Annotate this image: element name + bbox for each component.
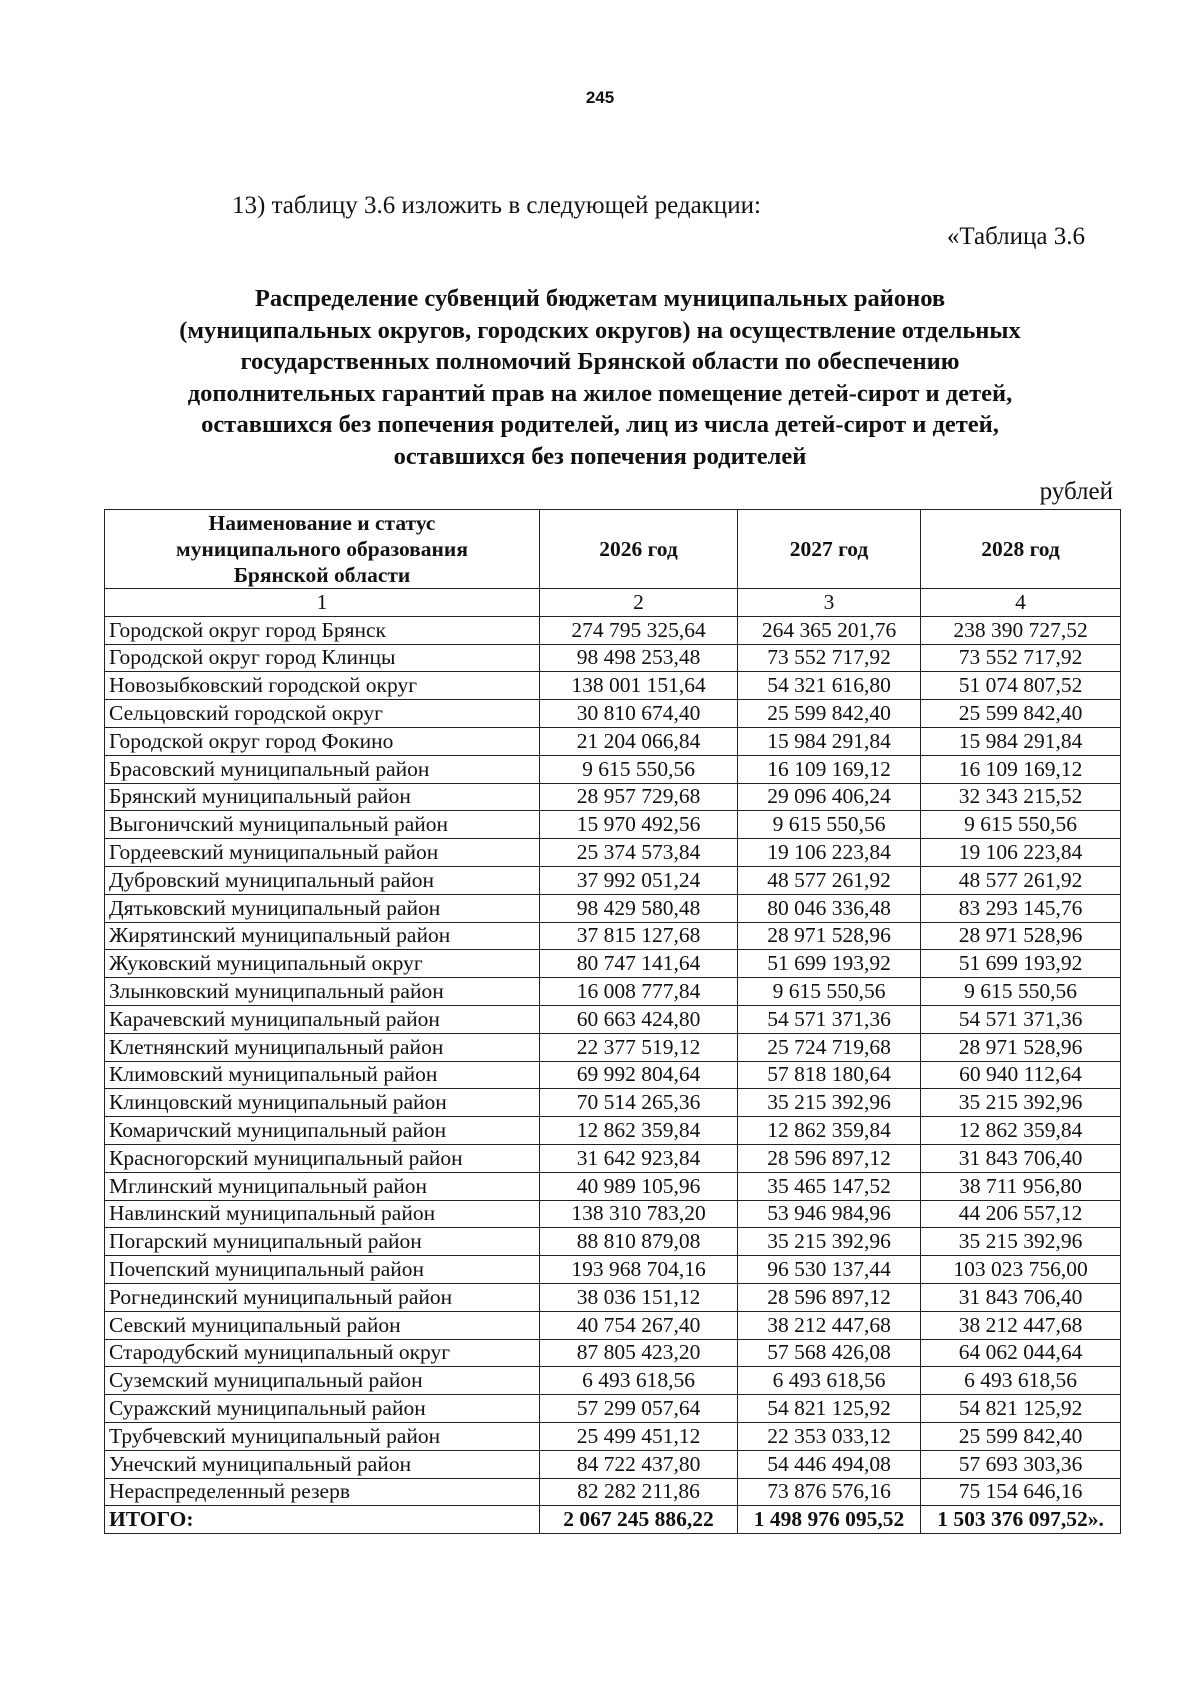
column-number: 1 — [105, 589, 540, 617]
total-row — [105, 1506, 1121, 1534]
value-2026: 57 299 057,64 — [540, 1395, 738, 1423]
value-2027: 73 876 576,16 — [738, 1478, 921, 1506]
municipality-name: Дятьковский муниципальный район — [105, 894, 540, 922]
header-line: Наименование и статус — [208, 511, 436, 535]
municipality-name: Сельцовский городской округ — [105, 700, 540, 728]
value-2027: 12 862 359,84 — [738, 1117, 921, 1145]
municipality-name: Почепский муниципальный район — [105, 1256, 540, 1284]
value-2027: 16 109 169,12 — [738, 755, 921, 783]
value-2028: 9 615 550,56 — [921, 811, 1121, 839]
value-2027: 35 215 392,96 — [738, 1089, 921, 1117]
value-2027: 96 530 137,44 — [738, 1256, 921, 1284]
table-row — [105, 811, 1121, 839]
value-2026: 37 992 051,24 — [540, 866, 738, 894]
value-2027: 57 568 426,08 — [738, 1339, 921, 1367]
table-row — [105, 755, 1121, 783]
table-title — [120, 283, 1080, 472]
municipality-name: Навлинский муниципальный район — [105, 1200, 540, 1228]
value-2026: 60 663 424,80 — [540, 1005, 738, 1033]
value-2027: 51 699 193,92 — [738, 950, 921, 978]
value-2027: 38 212 447,68 — [738, 1311, 921, 1339]
value-2028: 75 154 646,16 — [921, 1478, 1121, 1506]
title-line: дополнительных гарантий прав на жилое помещение детей-сирот и детей, — [187, 379, 1013, 407]
value-2026: 30 810 674,40 — [540, 700, 738, 728]
total-label: ИТОГО: — [105, 1506, 540, 1534]
value-2026: 274 795 325,64 — [540, 616, 738, 644]
value-2026: 9 615 550,56 — [540, 755, 738, 783]
value-2028: 12 862 359,84 — [921, 1117, 1121, 1145]
title-line: (муниципальных округов, городских округов) на осуществление отдельных — [179, 316, 1021, 344]
value-2026: 21 204 066,84 — [540, 727, 738, 755]
value-2026: 138 001 151,64 — [540, 672, 738, 700]
value-2028: 19 106 223,84 — [921, 839, 1121, 867]
table-row — [105, 672, 1121, 700]
value-2027: 28 596 897,12 — [738, 1283, 921, 1311]
value-2028: 25 599 842,40 — [921, 700, 1121, 728]
value-2027: 25 599 842,40 — [738, 700, 921, 728]
municipality-name: Красногорский муниципальный район — [105, 1144, 540, 1172]
value-2028: 35 215 392,96 — [921, 1089, 1121, 1117]
table-row — [105, 1033, 1121, 1061]
title-line: оставшихся без попечения родителей — [393, 442, 807, 470]
value-2027: 48 577 261,92 — [738, 866, 921, 894]
municipality-name: Жирятинский муниципальный район — [105, 922, 540, 950]
table-row — [105, 1117, 1121, 1145]
municipality-name: Жуковский муниципальный округ — [105, 950, 540, 978]
value-2026: 22 377 519,12 — [540, 1033, 738, 1061]
header-municipality — [105, 510, 540, 589]
table-row — [105, 1311, 1121, 1339]
table-row — [105, 922, 1121, 950]
value-2027: 9 615 550,56 — [738, 811, 921, 839]
value-2026: 69 992 804,64 — [540, 1061, 738, 1089]
subvention-table — [104, 509, 1121, 1534]
value-2028: 35 215 392,96 — [921, 1228, 1121, 1256]
table-row — [105, 1339, 1121, 1367]
value-2028: 25 599 842,40 — [921, 1422, 1121, 1450]
value-2028: 238 390 727,52 — [921, 616, 1121, 644]
municipality-name: Стародубский муниципальный округ — [105, 1339, 540, 1367]
municipality-name: Брасовский муниципальный район — [105, 755, 540, 783]
table-row — [105, 1228, 1121, 1256]
value-2027: 264 365 201,76 — [738, 616, 921, 644]
value-2026: 98 498 253,48 — [540, 644, 738, 672]
value-2026: 16 008 777,84 — [540, 978, 738, 1006]
table-label: «Таблица 3.6 — [946, 223, 1085, 250]
value-2027: 22 353 033,12 — [738, 1422, 921, 1450]
value-2028: 28 971 528,96 — [921, 922, 1121, 950]
municipality-name: Городской округ город Брянск — [105, 616, 540, 644]
table-row — [105, 616, 1121, 644]
value-2026: 38 036 151,12 — [540, 1283, 738, 1311]
municipality-name: Городской округ город Фокино — [105, 727, 540, 755]
value-2028: 54 821 125,92 — [921, 1395, 1121, 1423]
table-row — [105, 1144, 1121, 1172]
value-2027: 9 615 550,56 — [738, 978, 921, 1006]
value-2026: 87 805 423,20 — [540, 1339, 738, 1367]
table-row — [105, 1005, 1121, 1033]
value-2028: 38 212 447,68 — [921, 1311, 1121, 1339]
value-2026: 138 310 783,20 — [540, 1200, 738, 1228]
value-2028: 54 571 371,36 — [921, 1005, 1121, 1033]
value-2026: 25 499 451,12 — [540, 1422, 738, 1450]
table-row — [105, 978, 1121, 1006]
value-2028: 31 843 706,40 — [921, 1283, 1121, 1311]
table-row — [105, 1172, 1121, 1200]
table-row — [105, 894, 1121, 922]
value-2028: 16 109 169,12 — [921, 755, 1121, 783]
municipality-name: Климовский муниципальный район — [105, 1061, 540, 1089]
value-2028: 32 343 215,52 — [921, 783, 1121, 811]
value-2028: 64 062 044,64 — [921, 1339, 1121, 1367]
value-2027: 15 984 291,84 — [738, 727, 921, 755]
municipality-name: Комаричский муниципальный район — [105, 1117, 540, 1145]
value-2027: 29 096 406,24 — [738, 783, 921, 811]
value-2027: 80 046 336,48 — [738, 894, 921, 922]
municipality-name: Суражский муниципальный район — [105, 1395, 540, 1423]
value-2028: 83 293 145,76 — [921, 894, 1121, 922]
value-2028: 57 693 303,36 — [921, 1450, 1121, 1478]
title-line: Распределение субвенций бюджетам муниципальных районов — [254, 285, 946, 312]
municipality-name: Новозыбковский городской округ — [105, 672, 540, 700]
value-2027: 73 552 717,92 — [738, 644, 921, 672]
header-2026: 2026 год — [540, 510, 738, 589]
page-number: 245 — [585, 88, 615, 107]
municipality-name: Трубчевский муниципальный район — [105, 1422, 540, 1450]
value-2027: 35 465 147,52 — [738, 1172, 921, 1200]
municipality-name: Злынковский муниципальный район — [105, 978, 540, 1006]
value-2026: 88 810 879,08 — [540, 1228, 738, 1256]
column-number-row — [105, 589, 1121, 617]
table-row — [105, 1478, 1121, 1506]
header-line: муниципального образования — [176, 537, 468, 561]
table-row — [105, 950, 1121, 978]
table-row — [105, 700, 1121, 728]
value-2026: 40 754 267,40 — [540, 1311, 738, 1339]
value-2027: 54 821 125,92 — [738, 1395, 921, 1423]
value-2026: 193 968 704,16 — [540, 1256, 738, 1284]
header-2028: 2028 год — [921, 510, 1121, 589]
header-row — [105, 510, 1121, 589]
units-label: рублей — [1039, 478, 1113, 505]
value-2026: 80 747 141,64 — [540, 950, 738, 978]
table-row — [105, 1283, 1121, 1311]
value-2026: 40 989 105,96 — [540, 1172, 738, 1200]
total-value-2028: 1 503 376 097,52». — [921, 1506, 1121, 1534]
municipality-name: Клинцовский муниципальный район — [105, 1089, 540, 1117]
municipality-name: Гордеевский муниципальный район — [105, 839, 540, 867]
value-2028: 51 699 193,92 — [921, 950, 1121, 978]
value-2027: 57 818 180,64 — [738, 1061, 921, 1089]
value-2028: 103 023 756,00 — [921, 1256, 1121, 1284]
table-row — [105, 1395, 1121, 1423]
table-row — [105, 1061, 1121, 1089]
value-2026: 37 815 127,68 — [540, 922, 738, 950]
municipality-name: Суземский муниципальный район — [105, 1367, 540, 1395]
value-2026: 82 282 211,86 — [540, 1478, 738, 1506]
column-number: 4 — [921, 589, 1121, 617]
table-row — [105, 839, 1121, 867]
value-2026: 70 514 265,36 — [540, 1089, 738, 1117]
table-row — [105, 644, 1121, 672]
value-2027: 28 971 528,96 — [738, 922, 921, 950]
value-2026: 25 374 573,84 — [540, 839, 738, 867]
value-2028: 31 843 706,40 — [921, 1144, 1121, 1172]
table-row — [105, 1089, 1121, 1117]
value-2026: 98 429 580,48 — [540, 894, 738, 922]
municipality-name: Дубровский муниципальный район — [105, 866, 540, 894]
title-line: оставшихся без попечения родителей, лиц из числа детей-сирот и детей, — [201, 411, 999, 438]
municipality-name: Унечский муниципальный район — [105, 1450, 540, 1478]
table-row — [105, 866, 1121, 894]
municipality-name: Погарский муниципальный район — [105, 1228, 540, 1256]
value-2028: 28 971 528,96 — [921, 1033, 1121, 1061]
value-2028: 38 711 956,80 — [921, 1172, 1121, 1200]
municipality-name: Севский муниципальный район — [105, 1311, 540, 1339]
value-2028: 44 206 557,12 — [921, 1200, 1121, 1228]
value-2027: 25 724 719,68 — [738, 1033, 921, 1061]
column-number: 3 — [738, 589, 921, 617]
municipality-name: Мглинский муниципальный район — [105, 1172, 540, 1200]
header-line: Брянской области — [233, 563, 411, 587]
value-2027: 54 571 371,36 — [738, 1005, 921, 1033]
municipality-name: Выгоничский муниципальный район — [105, 811, 540, 839]
table-row — [105, 727, 1121, 755]
table-row — [105, 783, 1121, 811]
value-2028: 6 493 618,56 — [921, 1367, 1121, 1395]
value-2026: 15 970 492,56 — [540, 811, 738, 839]
table-row — [105, 1200, 1121, 1228]
table-row — [105, 1422, 1121, 1450]
value-2026: 31 642 923,84 — [540, 1144, 738, 1172]
value-2028: 15 984 291,84 — [921, 727, 1121, 755]
value-2026: 28 957 729,68 — [540, 783, 738, 811]
total-value-2026: 2 067 245 886,22 — [540, 1506, 738, 1534]
header-2027: 2027 год — [738, 510, 921, 589]
value-2028: 60 940 112,64 — [921, 1061, 1121, 1089]
municipality-name: Клетнянский муниципальный район — [105, 1033, 540, 1061]
title-line: государственных полномочий Брянской области по обеспечению — [240, 348, 960, 375]
municipality-name: Городской округ город Клинцы — [105, 644, 540, 672]
value-2028: 48 577 261,92 — [921, 866, 1121, 894]
value-2026: 6 493 618,56 — [540, 1367, 738, 1395]
municipality-name: Карачевский муниципальный район — [105, 1005, 540, 1033]
table-row — [105, 1450, 1121, 1478]
value-2027: 54 446 494,08 — [738, 1450, 921, 1478]
column-number: 2 — [540, 589, 738, 617]
municipality-name: Брянский муниципальный район — [105, 783, 540, 811]
value-2027: 19 106 223,84 — [738, 839, 921, 867]
value-2028: 9 615 550,56 — [921, 978, 1121, 1006]
total-value-2027: 1 498 976 095,52 — [738, 1506, 921, 1534]
table-row — [105, 1367, 1121, 1395]
value-2026: 84 722 437,80 — [540, 1450, 738, 1478]
value-2027: 35 215 392,96 — [738, 1228, 921, 1256]
municipality-name: Нераспределенный резерв — [105, 1478, 540, 1506]
table-row — [105, 1256, 1121, 1284]
value-2027: 28 596 897,12 — [738, 1144, 921, 1172]
value-2027: 53 946 984,96 — [738, 1200, 921, 1228]
value-2027: 6 493 618,56 — [738, 1367, 921, 1395]
municipality-name: Рогнединский муниципальный район — [105, 1283, 540, 1311]
value-2027: 54 321 616,80 — [738, 672, 921, 700]
value-2028: 51 074 807,52 — [921, 672, 1121, 700]
amendment-intro: 13) таблицу 3.6 изложить в следующей редакции: — [232, 192, 761, 219]
value-2028: 73 552 717,92 — [921, 644, 1121, 672]
value-2026: 12 862 359,84 — [540, 1117, 738, 1145]
